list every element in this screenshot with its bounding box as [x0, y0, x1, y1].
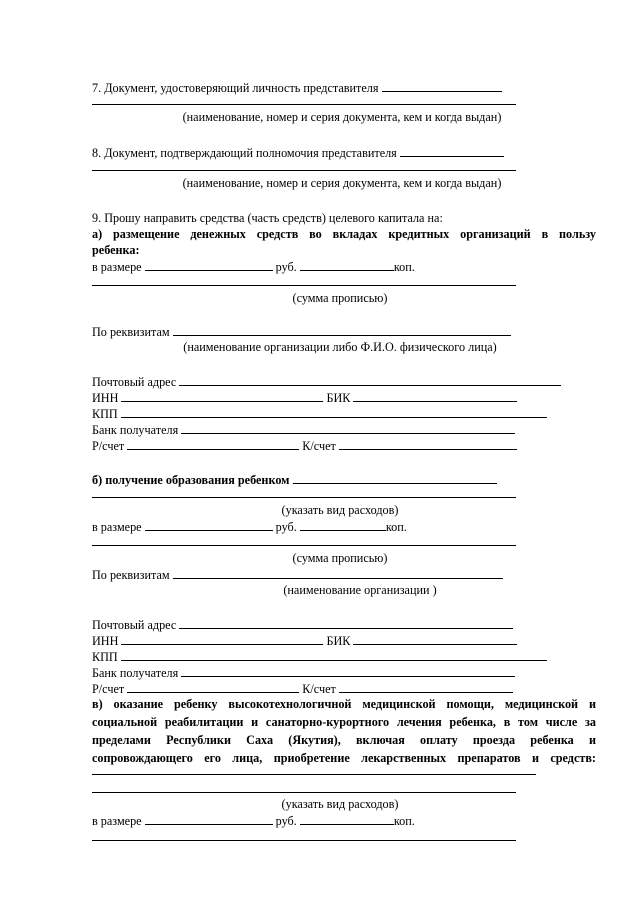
- kpp-label: КПП: [92, 407, 118, 421]
- ks-label: К/счет: [302, 439, 336, 453]
- rub-label: руб.: [275, 814, 297, 828]
- rub-label: руб.: [275, 260, 297, 274]
- section-a-kpp-row: [92, 406, 547, 421]
- section-b-bank-row: [92, 665, 515, 680]
- rs-label: Р/счет: [92, 439, 125, 453]
- amount-prefix: в размере: [92, 260, 142, 274]
- section-b-inn-field[interactable]: [121, 633, 323, 645]
- section-a-kpp-field[interactable]: [121, 406, 547, 418]
- section-v-expense-field-line1[interactable]: [92, 774, 536, 775]
- amount-prefix: в размере: [92, 520, 142, 534]
- item7-field[interactable]: [382, 80, 502, 92]
- rs-label: Р/счет: [92, 682, 125, 696]
- bik-label: БИК: [326, 391, 351, 405]
- bik-label: БИК: [326, 634, 351, 648]
- section-a-inn-field[interactable]: [121, 390, 323, 402]
- postal-label: Почтовый адрес: [92, 375, 177, 389]
- section-v-line3: пределами Республики Саха (Якутия), включая оплату проезда ребенка и: [92, 733, 596, 747]
- section-v-line1: в) оказание ребенку высокотехнологичной медицинской помощи, медицинской и: [92, 697, 596, 711]
- item7-label: 7. Документ, удостоверяющий личность представителя: [92, 81, 379, 95]
- section-b-amount-row: [92, 519, 407, 534]
- item8-label: 8. Документ, подтверждающий полномочия представителя: [92, 146, 397, 160]
- section-v-line2: социальной реабилитации и санаторно-курортного лечения ребенка, в том числе за: [92, 715, 596, 729]
- ks-label: К/счет: [302, 682, 336, 696]
- kop-label: коп.: [393, 814, 415, 828]
- bank-label: Банк получателя: [92, 423, 179, 437]
- section-v-kop-field[interactable]: [300, 813, 394, 825]
- requisites-label: По реквизитам: [92, 568, 170, 582]
- amount-prefix: в размере: [92, 814, 142, 828]
- section-a-bik-field[interactable]: [353, 390, 517, 402]
- section-b-kpp-row: [92, 649, 547, 664]
- rub-label: руб.: [275, 520, 297, 534]
- section-b-expense-hint: (указать вид расходов): [281, 503, 399, 517]
- inn-label: ИНН: [92, 634, 119, 648]
- section-v-line4: сопровождающего его лица, приобретение лекарственных препаратов и средств:: [92, 751, 596, 765]
- section-a-postal-field[interactable]: [179, 374, 561, 386]
- item9-label: 9. Прошу направить средства (часть средств) целевого капитала на:: [92, 211, 443, 225]
- kop-label: коп.: [385, 520, 407, 534]
- section-a-accounts-row: [92, 438, 517, 453]
- section-a-inn-row: [92, 390, 517, 405]
- section-b-title-field[interactable]: [293, 472, 497, 484]
- item8-row: [92, 145, 504, 160]
- section-b-sum-hint: (сумма прописью): [292, 551, 388, 565]
- section-b-rub-field[interactable]: [145, 519, 273, 531]
- section-a-requisites-field[interactable]: [173, 324, 511, 336]
- section-a-requisites-row: [92, 324, 511, 339]
- section-a-rs-field[interactable]: [127, 438, 299, 450]
- section-a-rub-field[interactable]: [145, 259, 273, 271]
- section-b-bik-field[interactable]: [353, 633, 517, 645]
- section-v-sum-field[interactable]: [92, 840, 516, 841]
- postal-label: Почтовый адрес: [92, 618, 177, 632]
- section-b-kpp-field[interactable]: [121, 649, 547, 661]
- item7-hint: (наименование, номер и серия документа, кем и когда выдан): [182, 110, 502, 124]
- section-v-expense-field-line2[interactable]: [92, 792, 516, 793]
- section-b-requisites-hint: (наименование организации ): [283, 583, 437, 597]
- kop-label: коп.: [393, 260, 415, 274]
- section-a-postal-row: [92, 374, 561, 389]
- item8-field[interactable]: [400, 145, 504, 157]
- section-a-requisites-hint: (наименование организации либо Ф.И.О. физического лица): [183, 340, 497, 354]
- section-a-sum-field[interactable]: [92, 285, 516, 286]
- section-b-title-row: [92, 472, 497, 487]
- section-b-expense-field[interactable]: [92, 497, 516, 498]
- requisites-label: По реквизитам: [92, 325, 170, 339]
- section-b-ks-field[interactable]: [339, 681, 513, 693]
- section-v-amount-row: [92, 813, 415, 828]
- section-a-sum-hint: (сумма прописью): [292, 291, 388, 305]
- section-b-bank-field[interactable]: [181, 665, 515, 677]
- section-b-requisites-field[interactable]: [173, 567, 503, 579]
- item7-row: [92, 80, 502, 95]
- section-b-inn-row: [92, 633, 517, 648]
- section-a-bank-field[interactable]: [181, 422, 515, 434]
- section-b-title: б) получение образования ребенком: [92, 473, 290, 487]
- section-a-title-line1: а) размещение денежных средств во вкладах кредитных организаций в пользу: [92, 227, 596, 241]
- section-v-expense-hint: (указать вид расходов): [281, 797, 399, 811]
- section-b-requisites-row: [92, 567, 503, 582]
- section-b-postal-field[interactable]: [179, 617, 513, 629]
- section-a-title-line2: ребенка:: [92, 243, 140, 257]
- section-b-sum-field[interactable]: [92, 545, 516, 546]
- section-a-ks-field[interactable]: [339, 438, 517, 450]
- section-v-rub-field[interactable]: [145, 813, 273, 825]
- item8-field-line2[interactable]: [92, 170, 516, 171]
- section-a-kop-field[interactable]: [300, 259, 394, 271]
- section-b-accounts-row: [92, 681, 513, 696]
- item7-field-line2[interactable]: [92, 104, 516, 105]
- section-b-postal-row: [92, 617, 513, 632]
- section-a-bank-row: [92, 422, 515, 437]
- section-a-amount-row: [92, 259, 415, 274]
- inn-label: ИНН: [92, 391, 119, 405]
- section-b-rs-field[interactable]: [127, 681, 299, 693]
- section-b-kop-field[interactable]: [300, 519, 386, 531]
- bank-label: Банк получателя: [92, 666, 179, 680]
- kpp-label: КПП: [92, 650, 118, 664]
- item8-hint: (наименование, номер и серия документа, кем и когда выдан): [182, 176, 502, 190]
